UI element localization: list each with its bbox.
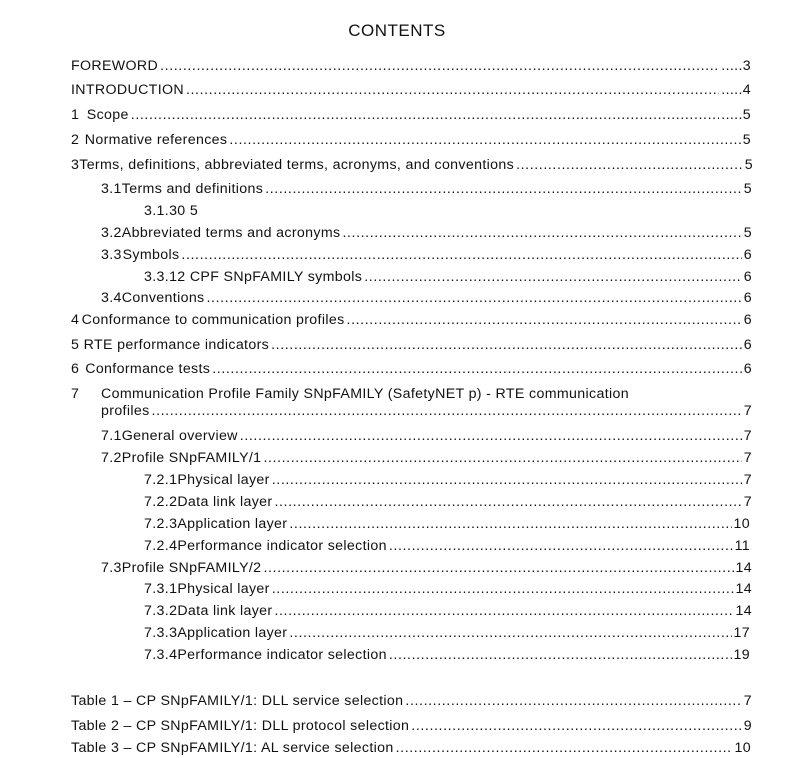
toc-page-number: 19 — [733, 647, 750, 663]
toc-entry-table-3[interactable] — [71, 740, 751, 758]
dot-leader — [229, 132, 740, 148]
toc-entry-foreword[interactable] — [71, 58, 751, 76]
toc-entry-label: Data link layer — [177, 494, 273, 510]
toc-page-number: 6 — [743, 337, 752, 353]
toc-entry-number: 7.1 — [101, 428, 122, 444]
dot-leader — [160, 58, 719, 74]
toc-entry-label: Conformance tests — [85, 361, 211, 377]
dot-leader — [263, 450, 741, 466]
toc-entry-label: Application layer — [177, 516, 288, 532]
toc-entry-number: 4 — [71, 312, 80, 328]
toc-page-number: 6 — [743, 269, 752, 285]
toc-entry-label: Profile SNpFAMILY/1 — [121, 450, 262, 466]
dot-leader — [364, 269, 742, 285]
toc-entry-3-1-30[interactable]: 3.1.30 5 — [144, 203, 199, 219]
toc-entry-label: Physical layer — [177, 472, 270, 488]
dot-leader — [186, 82, 719, 98]
toc-entry-label: Terms, definitions, abbreviated terms, acronyms, and conventions — [79, 157, 515, 173]
toc-entry-label: Table 1 – CP SNpFAMILY/1: DLL service selection — [71, 693, 404, 709]
toc-entry-number: 6 — [71, 361, 80, 377]
dot-leader — [342, 225, 741, 241]
toc-entry-label: Data link layer — [177, 603, 273, 619]
toc-entry-p1-application-layer[interactable] — [144, 516, 750, 534]
dot-leader — [289, 625, 731, 641]
toc-page-number: 6 — [743, 290, 752, 306]
toc-page-number: 6 — [743, 247, 752, 263]
toc-entry-abbreviated-terms[interactable] — [101, 225, 752, 243]
toc-entry-label: Table 2 – CP SNpFAMILY/1: DLL protocol selection — [71, 718, 410, 734]
toc-page-number: 11 — [734, 538, 750, 554]
toc-entry-number: 7.2.2 — [144, 494, 178, 510]
page-title: CONTENTS — [348, 21, 446, 40]
toc-page-number: .....5 — [721, 107, 751, 123]
toc-entry-label: Table 3 – CP SNpFAMILY/1: AL service selection — [71, 740, 394, 756]
toc-page-number: 14 — [735, 560, 752, 576]
dot-leader — [240, 428, 742, 444]
toc-page-number: 7 — [743, 403, 752, 419]
dot-leader — [289, 516, 731, 532]
toc-page-number: 9 — [743, 718, 752, 734]
dot-leader — [347, 312, 742, 328]
dot-leader — [207, 290, 742, 306]
toc-page-number: 7 — [743, 693, 752, 709]
toc-entry-label: Performance indicator selection — [177, 538, 387, 554]
toc-entry-number: 2 — [71, 132, 80, 148]
toc-page-number: 17 — [733, 625, 750, 641]
toc-entry-cpf-symbols[interactable] — [144, 269, 752, 287]
toc-entry-table-2[interactable] — [71, 718, 752, 736]
toc-entry-number: 3.2 — [101, 225, 122, 241]
dot-leader — [131, 107, 720, 123]
toc-page-number: 5 — [742, 132, 751, 148]
toc-entry-label: 3.3.12 CPF SNpFAMILY symbols — [144, 269, 363, 285]
toc-entry-number: 7.3.2 — [144, 603, 178, 619]
toc-entry-cpf-title-line1[interactable]: Communication Profile Family SNpFAMILY (SafetyNET p) - RTE communication — [101, 386, 629, 402]
dot-leader — [263, 560, 733, 576]
dot-leader — [272, 581, 734, 597]
toc-page-number: 7 — [743, 494, 752, 510]
toc-entry-number: 3.1 — [101, 181, 122, 197]
dot-leader — [411, 718, 741, 734]
toc-entry-cpf-number[interactable]: 7 — [71, 386, 80, 402]
toc-entry-number: 7.3.4 — [144, 647, 178, 663]
toc-entry-terms-and-definitions[interactable] — [101, 181, 752, 199]
toc-page-number: 10 — [733, 516, 750, 532]
toc-page-number: 14 — [735, 603, 752, 619]
toc-entry-number: 7.2.4 — [144, 538, 178, 554]
toc-entry-scope[interactable] — [71, 107, 751, 125]
toc-entry-label: RTE performance indicators — [83, 337, 270, 353]
dot-leader — [272, 472, 742, 488]
toc-entry-label: INTRODUCTION — [71, 82, 184, 98]
toc-entry-label: Scope — [86, 107, 129, 123]
toc-entry-conventions[interactable] — [101, 290, 752, 308]
toc-entry-number: 3 — [71, 157, 80, 173]
toc-entry-number: 5 — [71, 337, 80, 353]
toc-page-number: 7 — [743, 428, 752, 444]
toc-entry-rte-indicators[interactable] — [71, 337, 752, 355]
toc-entry-table-1[interactable] — [71, 693, 752, 711]
toc-entry-label: FOREWORD — [71, 58, 159, 74]
toc-entry-number: 3.3 — [101, 247, 122, 263]
toc-entry-label: Normative references — [84, 132, 228, 148]
toc-entry-cpf-title-line2[interactable] — [101, 403, 752, 421]
toc-entry-label: profiles — [101, 403, 150, 419]
toc-entry-terms-definitions[interactable] — [71, 157, 753, 175]
toc-entry-p1-physical-layer[interactable] — [144, 472, 752, 490]
toc-entry-number: 7.2.1 — [144, 472, 178, 488]
toc-page-number: .....3 — [721, 58, 751, 74]
toc-entry-label: Abbreviated terms and acronyms — [121, 225, 341, 241]
toc-entry-p2-data-link-layer[interactable] — [144, 603, 752, 621]
toc-entry-symbols[interactable] — [101, 247, 752, 265]
toc-entry-number: 1 — [71, 107, 80, 123]
toc-entry-p2-application-layer[interactable] — [144, 625, 750, 643]
toc-entry-number: 7.3.3 — [144, 625, 178, 641]
dot-leader — [271, 337, 742, 353]
toc-entry-label: General overview — [121, 428, 238, 444]
toc-entry-number: 3.4 — [101, 290, 122, 306]
toc-entry-label: Terms and definitions — [121, 181, 264, 197]
toc-page-number: 7 — [743, 450, 752, 466]
toc-entry-label: Performance indicator selection — [177, 647, 387, 663]
toc-entry-number: 7.3 — [101, 560, 122, 576]
toc-page-number: 10 — [734, 740, 751, 756]
toc-entry-normative-references[interactable] — [71, 132, 751, 150]
dot-leader — [405, 693, 741, 709]
dot-leader — [265, 181, 742, 197]
dot-leader — [212, 361, 742, 377]
toc-entry-profile-2[interactable] — [101, 560, 752, 578]
dot-leader — [389, 538, 733, 554]
toc-entry-conformance-profiles[interactable] — [71, 312, 752, 330]
toc-entry-label: Symbols — [122, 247, 180, 263]
toc-page-number: .....4 — [721, 82, 751, 98]
toc-page-number: 5 — [744, 157, 753, 173]
dot-leader — [274, 603, 733, 619]
dot-leader — [181, 247, 741, 263]
toc-page-number: 6 — [743, 361, 752, 377]
dot-leader — [274, 494, 741, 510]
dot-leader — [152, 403, 742, 419]
toc-entry-conformance-tests[interactable] — [71, 361, 752, 379]
dot-leader — [516, 157, 743, 173]
toc-entry-number: 7.2.3 — [144, 516, 178, 532]
toc-entry-p1-data-link-layer[interactable] — [144, 494, 752, 512]
toc-entry-general-overview[interactable] — [101, 428, 752, 446]
toc-entry-number: 7.2 — [101, 450, 122, 466]
toc-entry-label: Conventions — [121, 290, 205, 306]
toc-entry-label: Physical layer — [177, 581, 270, 597]
toc-entry-p2-physical-layer[interactable] — [144, 581, 752, 599]
toc-entry-label: Application layer — [177, 625, 288, 641]
toc-entry-profile-1[interactable] — [101, 450, 752, 468]
toc-page-number: 14 — [735, 581, 752, 597]
toc-entry-label: Conformance to communication profiles — [81, 312, 345, 328]
toc-entry-label: Profile SNpFAMILY/2 — [121, 560, 262, 576]
toc-entry-p2-performance-indicator[interactable] — [144, 647, 750, 665]
toc-entry-number: 7.3.1 — [144, 581, 178, 597]
toc-page-number: 6 — [743, 312, 752, 328]
toc-page-number: 7 — [743, 472, 752, 488]
toc-entry-introduction[interactable] — [71, 82, 751, 100]
toc-entry-p1-performance-indicator[interactable] — [144, 538, 750, 556]
toc-page-number: 5 — [743, 181, 752, 197]
dot-leader — [389, 647, 732, 663]
toc-page-number: 5 — [743, 225, 752, 241]
